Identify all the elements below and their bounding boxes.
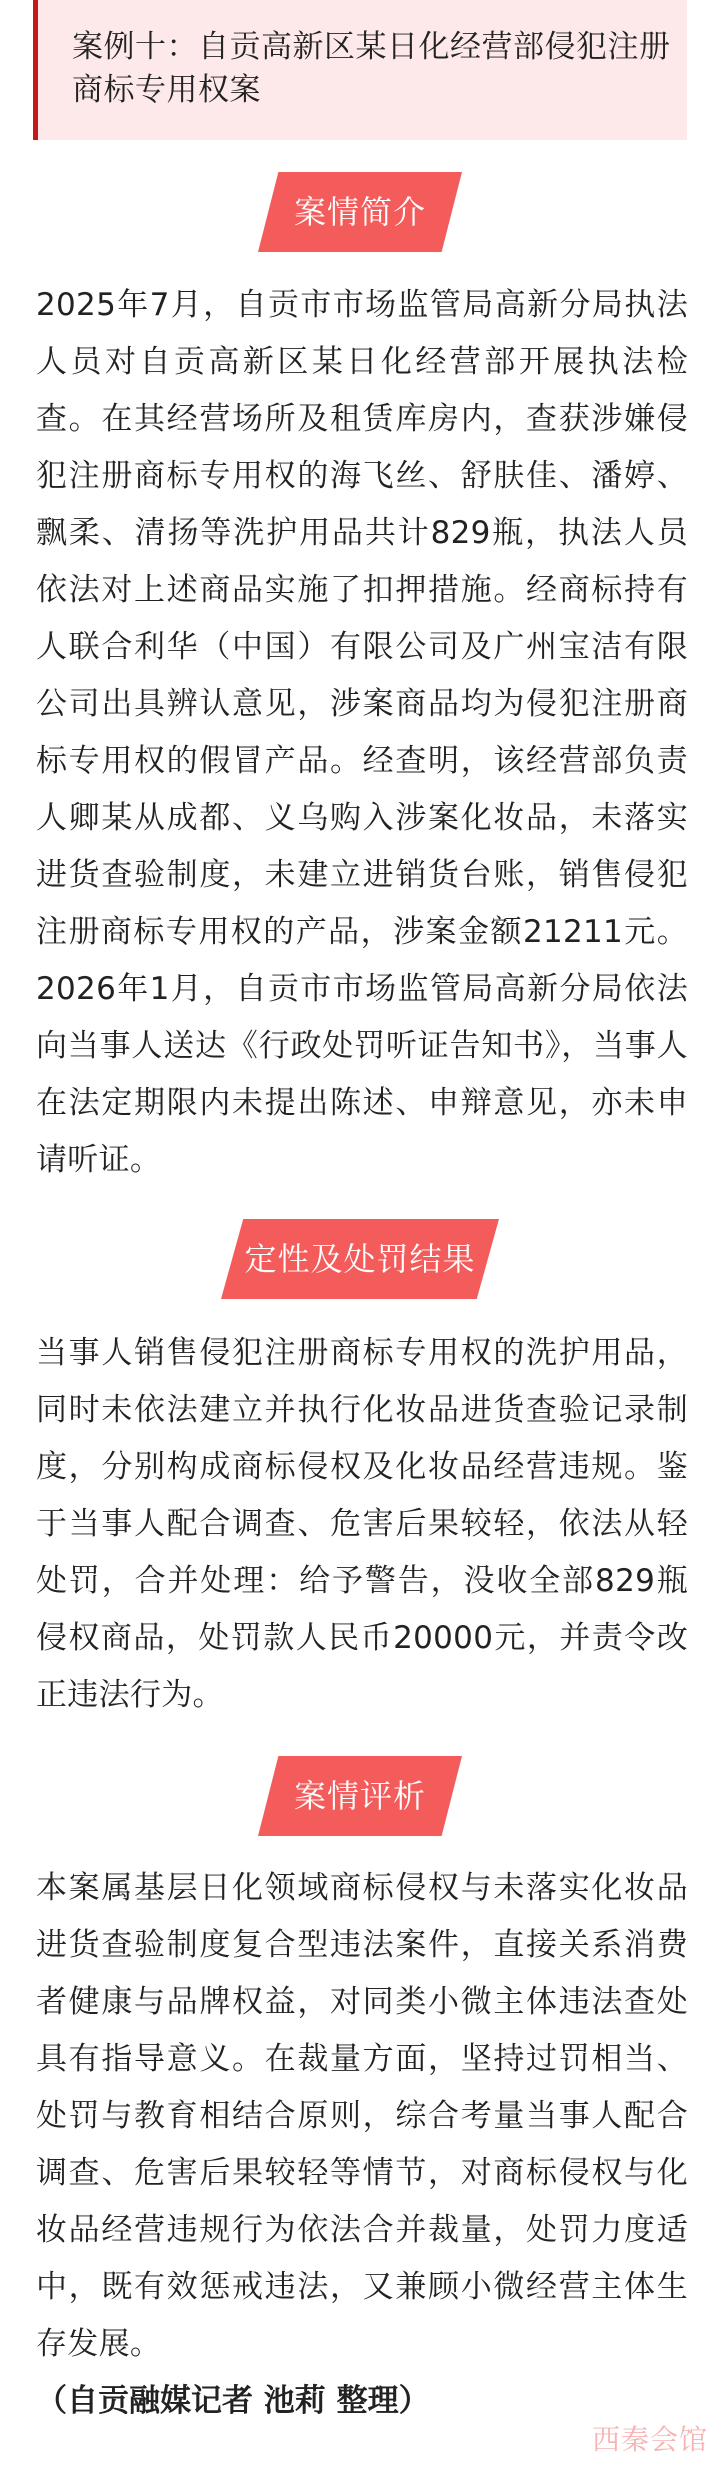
section-text-analysis: 本案属基层日化领域商标侵权与未落实化妆品进货查验制度复合型违法案件，直接关系消费者健康与品牌权益，对同类小微主体违法查处具有指导意义。在裁量方面，坚持过罚相当、处罚与教育相结合原则，综合考量当事人配合调查、危害后果较轻等情节，对商标侵权与化妆品经营违规行为依法合并裁量，处罚力度适中，既有效惩戒违法，又兼顾小微经营主体生存发展。 xyxy=(36,1870,688,2362)
section-heading: 案情评析 xyxy=(293,1777,426,1815)
reporter-credit: （自贡融媒记者 池莉 整理） xyxy=(36,2383,430,2419)
section-heading: 定性及处罚结果 xyxy=(244,1240,476,1278)
watermark-logo: 西秦会馆 xyxy=(591,2423,708,2456)
case-title: 案例十：自贡高新区某日化经营部侵犯注册商标专用权案 xyxy=(72,29,671,108)
case-title-box xyxy=(33,0,687,140)
section-banner-summary xyxy=(0,172,720,252)
section-text-summary: 2025年7月，自贡市市场监管局高新分局执法人员对自贡高新区某日化经营部开展执法检查。在其经营场所及租赁库房内，查获涉嫌侵犯注册商标专用权的海飞丝、舒肤佳、潘婷、飘柔、清扬等洗护用品共计829瓶，执法人员依法对上述商品实施了扣押措施。经商标持有人联合利华（中国）有限公司及广州宝洁有限公司出具辨认意见，涉案商品均为侵犯注册商标专用权的假冒产品。经查明，该经营部负责人卿某从成都、义乌购入涉案化妆品，未落实进货查验制度，未建立进销货台账，销售侵犯注册商标专用权的产品，涉案金额21211元。2026年1月，自贡市市场监管局高新分局依法向当事人送达《行政处罚听证告知书》，当事人在法定期限内未提出陈述、申辩意见，亦未申请听证。 xyxy=(36,287,688,1178)
section-banner-penalty xyxy=(0,1219,720,1299)
section-banner-analysis xyxy=(0,1756,720,1836)
section-text-penalty: 当事人销售侵犯注册商标专用权的洗护用品，同时未依法建立并执行化妆品进货查验记录制度，分别构成商标侵权及化妆品经营违规。鉴于当事人配合调查、危害后果较轻，依法从轻处罚，合并处理：给予警告，没收全部829瓶侵权商品，处罚款人民币20000元，并责令改正违法行为。 xyxy=(36,1335,688,1713)
section-heading: 案情简介 xyxy=(293,193,426,231)
